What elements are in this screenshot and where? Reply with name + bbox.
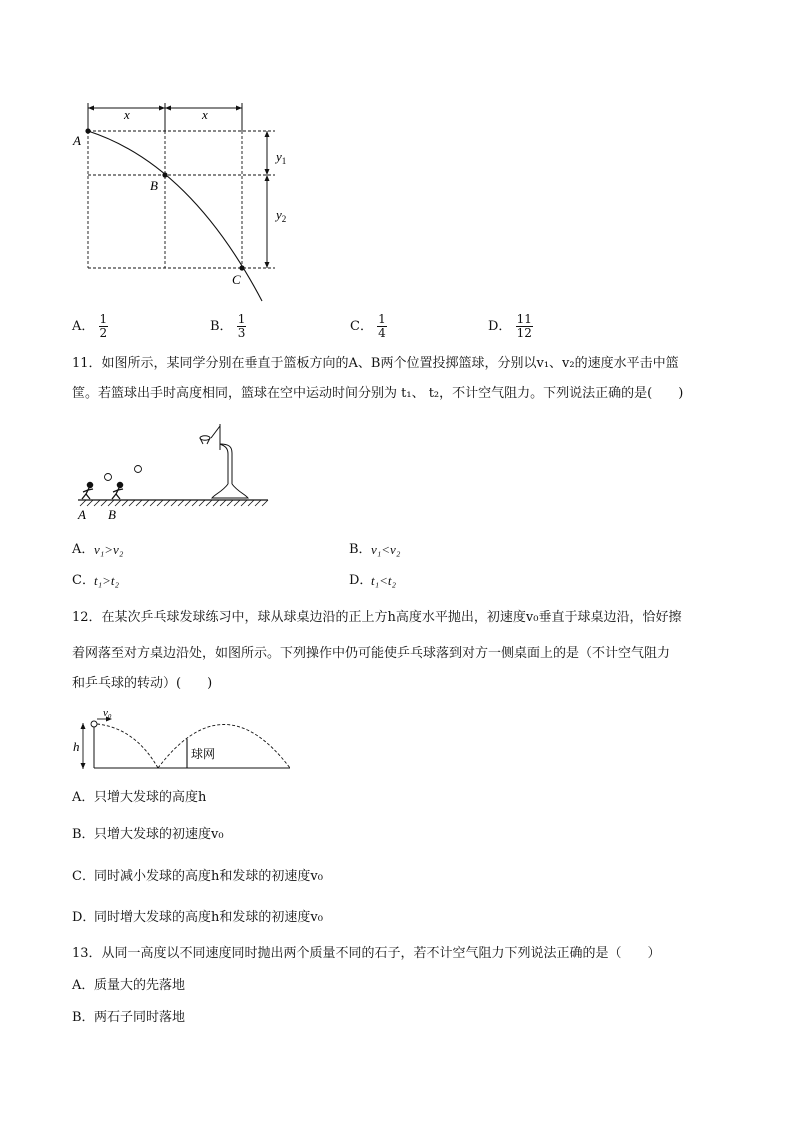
q11-option-d-text: t₁<t₂ [371, 573, 397, 588]
fig11-label-b: B [108, 507, 116, 522]
player-a-icon [82, 482, 93, 499]
q11-option-c[interactable]: C． [72, 573, 95, 588]
q13-option-b[interactable]: B． [72, 1010, 95, 1025]
q12-stem-line1: 12．在某次乒乓球发球练习中，球从球桌边沿的正上方h高度水平抛出，初速度v₀垂直于球桌边沿，恰好擦 [72, 610, 682, 625]
ball-a-icon [105, 474, 112, 481]
trajectory-figure [60, 98, 300, 303]
svg-text:y1 [274, 149, 286, 166]
q13-option-a[interactable]: A． [72, 978, 95, 993]
ball-trajectory [97, 724, 158, 768]
q12-option-d-text: 同时增大发球的高度h和发球的初速度v₀ [94, 910, 323, 925]
basketball-hoop-icon [200, 424, 248, 498]
q11-option-b-text: v₁<v₂ [371, 542, 401, 557]
q11-option-c-text: t₁>t₂ [94, 573, 120, 588]
q11-option-d[interactable]: D． [349, 573, 373, 588]
q10-option-a[interactable]: A． $\frac{1}{2}$ [72, 312, 108, 340]
svg-text:y2 [274, 207, 286, 224]
q10-option-b[interactable]: B． $\frac{1}{3}$ [210, 312, 246, 340]
basketball-figure [70, 418, 300, 523]
q12-option-c[interactable]: C． [72, 869, 95, 884]
fig11-label-a: A [78, 507, 86, 522]
q12-stem-line3: 和乒乓球的转动）( ) [72, 676, 213, 691]
q13-option-b-text: 两石子同时落地 [94, 1010, 186, 1025]
ball-b-icon [135, 466, 142, 473]
q10-option-d[interactable]: D． $\frac{11}{12}$ [488, 312, 532, 340]
point-c-label: C [232, 272, 241, 287]
q11-option-a[interactable]: A． [72, 542, 95, 557]
player-b-icon [112, 482, 123, 499]
q11-stem-line1: 11．如图所示，某同学分别在垂直于篮板方向的A、B两个位置投掷篮球，分别以v₁、v₂的速度水平击中篮 [72, 356, 679, 371]
q11-option-b[interactable]: B． [349, 542, 372, 557]
q12-option-b[interactable]: B． [72, 827, 95, 842]
label-y2: y [276, 207, 282, 222]
label-x1: x [124, 107, 130, 122]
point-a-label: A [73, 133, 81, 148]
q12-option-b-text: 只增大发球的初速度v₀ [94, 827, 224, 842]
q12-stem-line2: 着网落至对方桌边沿处，如图所示。下列操作中仍可能使乒乓球落到对方一侧桌面上的是（不计空气阻力 [72, 646, 671, 661]
q12-option-d[interactable]: D． [72, 910, 96, 925]
label-x2: x [202, 107, 208, 122]
q12-option-a-text: 只增大发球的高度h [94, 790, 207, 805]
fig12-label-v0: v₀ [103, 707, 112, 719]
q12-option-a[interactable]: A． [72, 790, 95, 805]
label-y1: y [276, 149, 282, 164]
ping-pong-ball-icon [91, 721, 97, 727]
point-b-label: B [150, 178, 158, 193]
q11-stem-line2: 筐。若篮球出手时高度相同，篮球在空中运动时间分别为 t₁、 t₂，不计空气阻力。下列说法正确的是( ) [72, 386, 684, 401]
label-y2-sub: 2 [281, 214, 287, 224]
q11-option-a-text: v₁>v₂ [94, 542, 124, 557]
q13-option-a-text: 质量大的先落地 [94, 978, 186, 993]
fig12-label-h: h [73, 739, 80, 754]
q10-option-c[interactable]: C． $\frac{1}{4}$ [350, 312, 386, 340]
table-tennis-figure [70, 706, 300, 776]
q13-stem-line1: 13．从同一高度以不同速度同时抛出两个质量不同的石子，若不计空气阻力下列说法正确的是（ ） [72, 946, 661, 961]
q12-option-c-text: 同时减小发球的高度h和发球的初速度v₀ [94, 869, 323, 884]
label-y1-sub: 1 [281, 156, 287, 166]
fig12-label-net: 球网 [191, 747, 216, 761]
